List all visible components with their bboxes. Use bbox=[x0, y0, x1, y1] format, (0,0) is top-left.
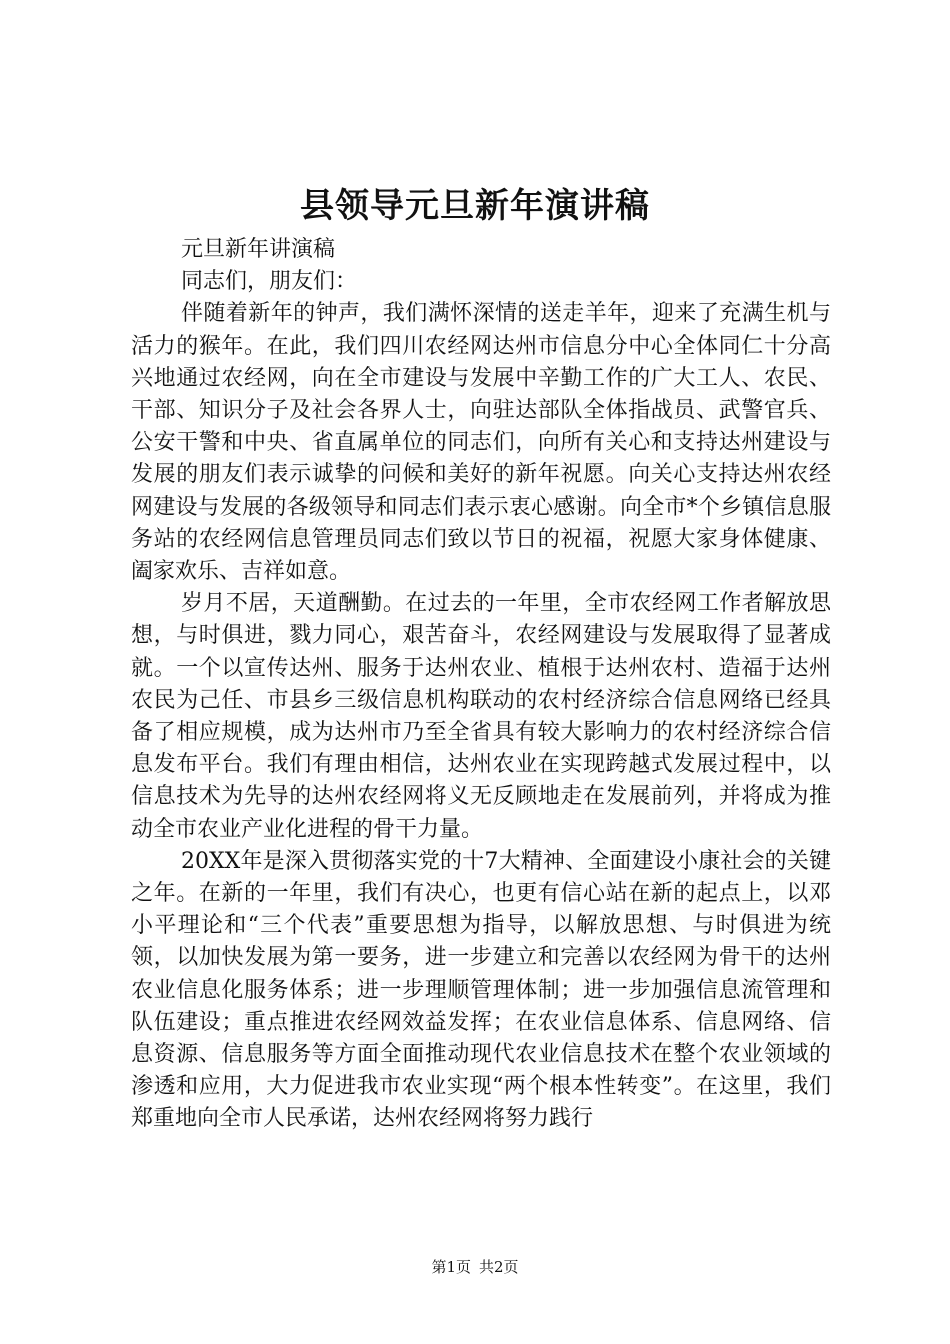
paragraph-2: 岁月不居，天道酬勤。在过去的一年里，全市农经网工作者解放思想，与时俱进，戮力同心，艰苦奋斗，农经网建设与发展取得了显著成就。一个以宣传达州、服务于达州农业、植根于达州农村、造福于达州农民为己任、市县乡三级信息机构联动的农村经济综合信息网络已经具备了相应规模，成为达州市乃至全省具有较大影响力的农村经济综合信息发布平台。我们有理由相信，达州农业在实现跨越式发展过程中，以信息技术为先导的达州农经网将义无反顾地走在发展前列，并将成为推动全市农业产业化进程的骨干力量。 bbox=[131, 591, 831, 842]
document-body bbox=[131, 234, 831, 1136]
paragraph-3: 20XX年是深入贯彻落实党的十7大精神、全面建设小康社会的关键之年。在新的一年里，我们有决心，也更有信心站在新的起点上，以邓小平理论和“三个代表”重要思想为指导，以解放思想、与时俱进为统领，以加快发展为第一要务，进一步建立和完善以农经网为骨干的达州农业信息化服务体系；进一步理顺管理体制；进一步加强信息流管理和队伍建设；重点推进农经网效益发挥；在农业信息体系、信息网络、信息资源、信息服务等方面全面推动现代农业信息技术在整个农业领域的渗透和应用，大力促进我市农业实现“两个根本性转变”。在这里，我们郑重地向全市人民承诺，达州农经网将努力践行 bbox=[131, 848, 831, 1132]
page-number-current: 第1页 bbox=[431, 1258, 471, 1276]
page-footer bbox=[0, 1256, 950, 1278]
paragraph-1: 伴随着新年的钟声，我们满怀深情的送走羊年，迎来了充满生机与活力的猴年。在此，我们四川农经网达州市信息分中心全体同仁十分高兴地通过农经网，向在全市建设与发展中辛勤工作的广大工人、农民、干部、知识分子及社会各界人士，向驻达部队全体指战员、武警官兵、公安干警和中央、省直属单位的同志们，向所有关心和支持达州建设与发展的朋友们表示诚挚的问候和美好的新年祝愿。向关心支持达州农经网建设与发展的各级领导和同志们表示衷心感谢。向全市*个乡镇信息服务站的农经网信息管理员同志们致以节日的祝福，祝愿大家身体健康、阖家欢乐、吉祥如意。 bbox=[131, 301, 831, 585]
document-title: 县领导元旦新年演讲稿 bbox=[300, 186, 650, 226]
salutation-line: 同志们，朋友们： bbox=[181, 269, 358, 295]
page-number-total: 共2页 bbox=[479, 1258, 519, 1276]
subtitle-line: 元旦新年讲演稿 bbox=[181, 237, 336, 262]
